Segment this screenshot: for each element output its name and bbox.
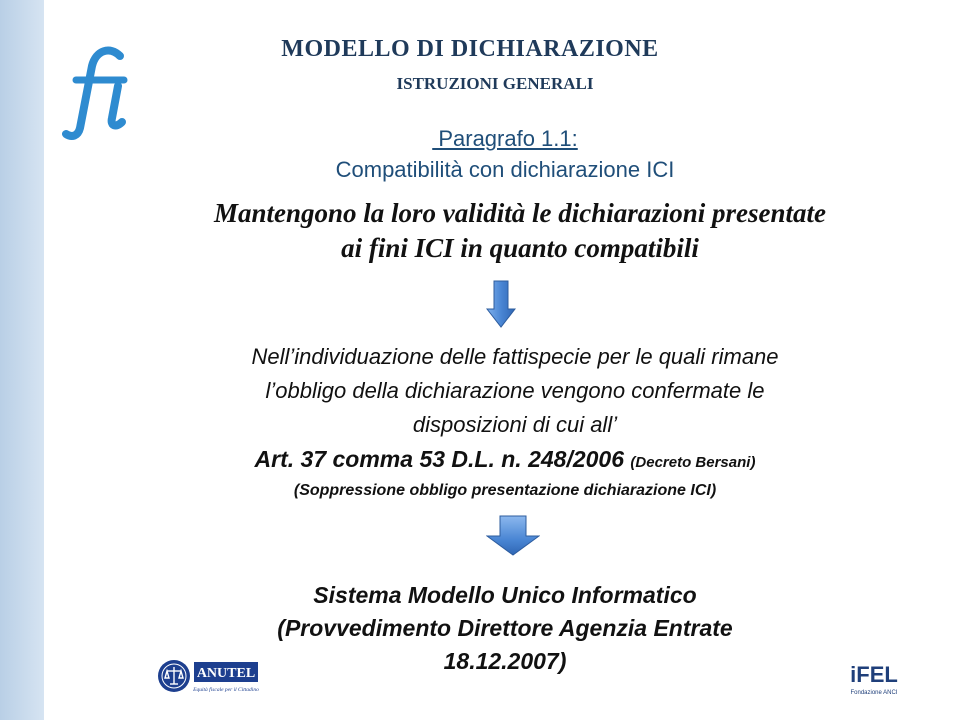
side-band bbox=[0, 0, 44, 720]
ifel-logo-text: iFEL bbox=[850, 662, 898, 687]
highlight-line-2: ai fini ICI in quanto compatibili bbox=[341, 233, 699, 263]
section-label: Paragrafo 1.1: bbox=[432, 126, 578, 151]
law-reference bbox=[90, 446, 920, 473]
conclusion-line-2: (Provvedimento Direttore Agenzia Entrate bbox=[277, 615, 733, 641]
down-chevron-arrow-icon bbox=[486, 514, 540, 556]
page-title: MODELLO DI DICHIARAZIONE bbox=[281, 36, 659, 62]
down-arrow-icon bbox=[486, 279, 516, 329]
conclusion-line-1: Sistema Modello Unico Informatico bbox=[313, 582, 697, 608]
body-line-1: Nell’individuazione delle fattispecie per le quali rimane bbox=[251, 344, 779, 369]
highlight-line-1: Mantengono la loro validità le dichiarazioni presentate bbox=[213, 198, 827, 228]
law-note: (Decreto Bersani) bbox=[630, 454, 756, 471]
fi-logo-text: fi bbox=[58, 42, 59, 43]
page-subtitle: ISTRUZIONI GENERALI bbox=[396, 74, 594, 93]
body-line-2: l’obbligo della dichiarazione vengono confermate le bbox=[265, 378, 765, 403]
ifel-logo-tagline: Fondazione ANCI bbox=[850, 690, 898, 696]
anutel-logo-text: ANUTEL bbox=[196, 666, 256, 681]
suppression-note: (Soppressione obbligo presentazione dichiarazione ICI) bbox=[293, 482, 717, 499]
anutel-logo-tagline: Equità fiscale per il Cittadino bbox=[193, 687, 259, 693]
law-article: Art. 37 comma 53 D.L. n. 248/2006 bbox=[254, 446, 625, 472]
ifel-logo bbox=[846, 654, 902, 700]
section-title: Compatibilità con dichiarazione ICI bbox=[335, 157, 675, 182]
anutel-logo bbox=[156, 656, 260, 696]
highlight-statement bbox=[120, 196, 920, 266]
body-line-3: disposizioni di cui all’ bbox=[412, 412, 618, 437]
conclusion-line-3: 18.12.2007) bbox=[443, 648, 567, 674]
body-paragraph bbox=[120, 340, 910, 442]
